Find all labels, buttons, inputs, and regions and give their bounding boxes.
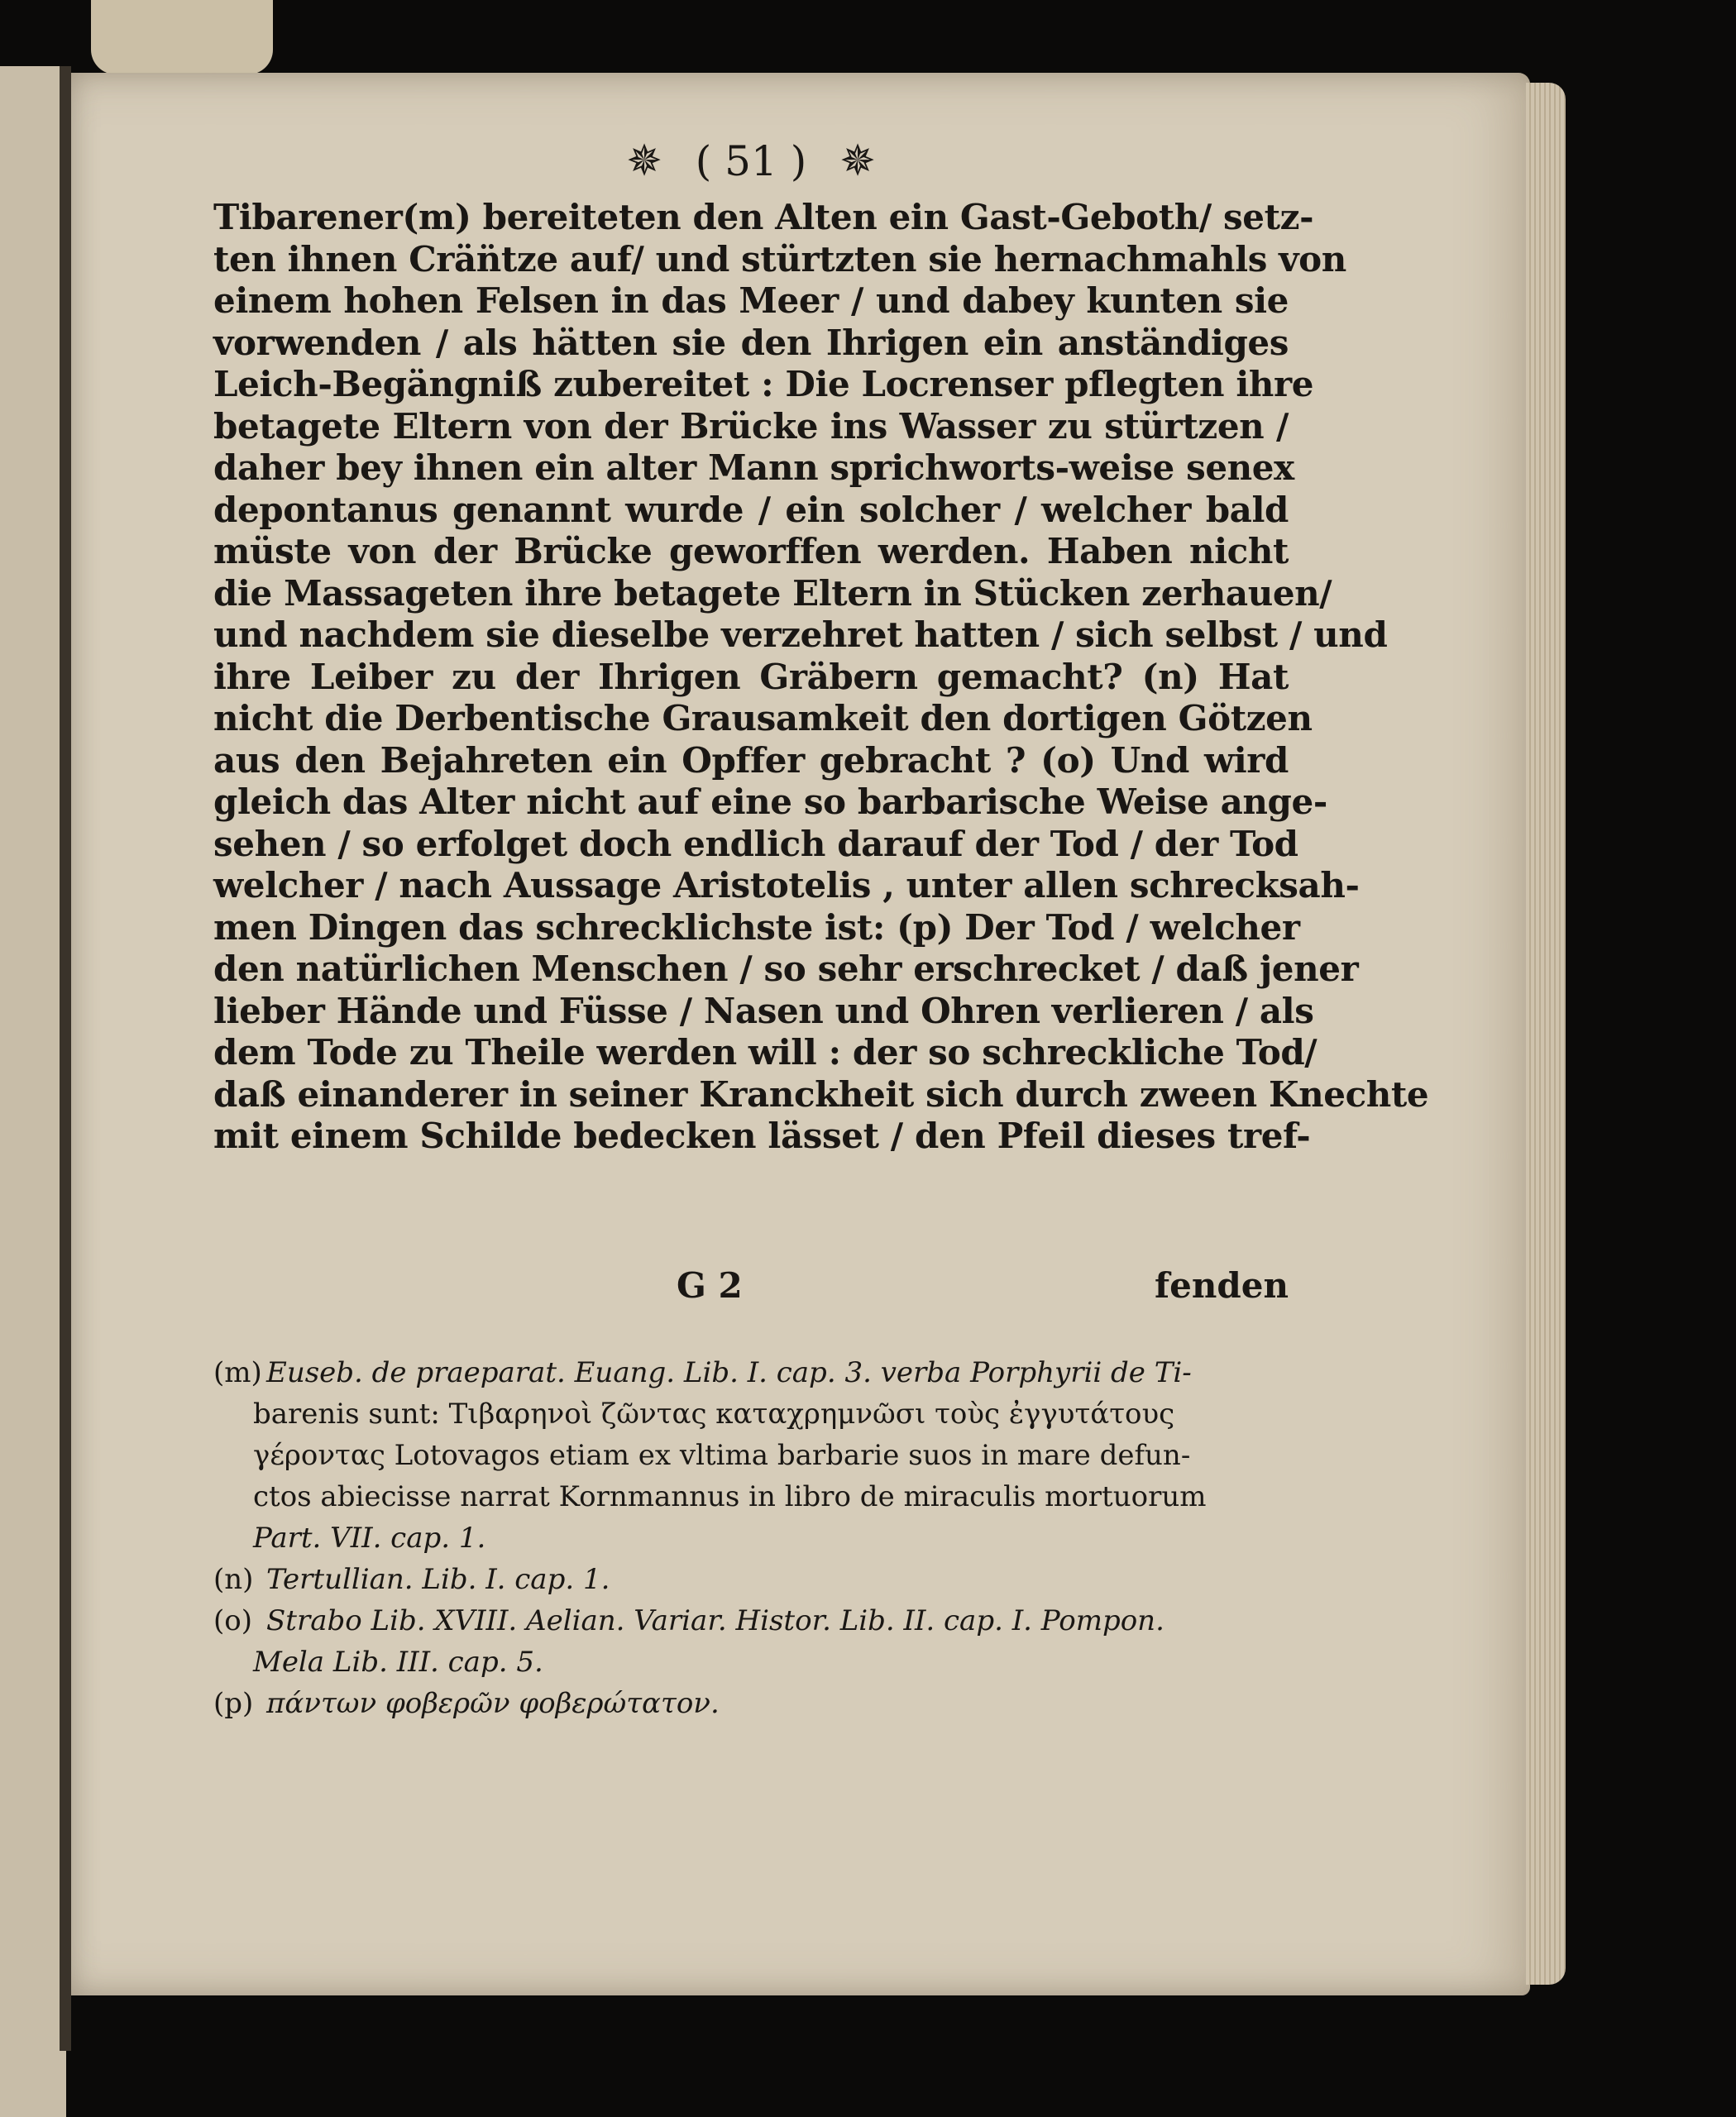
footnote-text: Part. VII. cap. 1. <box>253 1522 486 1555</box>
body-line: men Dingen das schrecklichste ist: (p) Der Tod / welcher <box>213 906 1300 948</box>
page-number: ( 51 ) <box>695 137 807 185</box>
footnotes <box>213 1352 1289 1724</box>
body-line: aus den Bejahreten ein Opffer gebracht ? (o) Und wird <box>213 739 1289 781</box>
body-line: sehen / so erfolget doch endlich darauf der Tod / der Tod <box>213 823 1298 864</box>
footnote-m <box>213 1352 1289 1393</box>
footnote-mark: (n) <box>213 1563 254 1596</box>
body-line: Leich-Begängniß zubereitet : Die Locrenser pflegten ihre <box>213 364 1314 404</box>
page-block-edge <box>1526 83 1566 1985</box>
facing-page-edge <box>0 66 66 2117</box>
body-text <box>213 197 1429 1158</box>
footnote-n <box>213 1559 1289 1600</box>
body-line: und nachdem sie dieselbe verzehret hatten / sich selbst / und <box>213 614 1388 655</box>
body-line: ten ihnen Crän̈tze auf/ und stürtzten sie hernachmahls von <box>213 238 1346 280</box>
footnote-o <box>213 1600 1289 1642</box>
footnote-text: ctos abiecisse narrat Kornmannus in libro de miraculis mortuorum <box>253 1480 1207 1513</box>
catchword: fenden <box>1155 1265 1289 1306</box>
running-header <box>213 128 1289 194</box>
body-line: den natürlichen Menschen / so sehr erschrecket / daß jener <box>213 949 1359 989</box>
signature-mark: G 2 <box>677 1265 743 1306</box>
footnote-mark: (m) <box>213 1356 262 1389</box>
footnote-text: Strabo Lib. XVIII. Aelian. Variar. Histor. Lib. II. cap. I. Pompon. <box>266 1604 1165 1637</box>
footnote-text: barenis sunt: Τιβαρηνοὶ ζῶντας καταχρημνῶσι τοὺς ἐγγυτάτους <box>253 1398 1175 1431</box>
footnote-mark: (p) <box>213 1687 254 1720</box>
body-line: gleich das Alter nicht auf eine so barbarische Weise ange- <box>213 781 1327 822</box>
body-line: vorwenden / als hätten sie den Ihrigen ein anständiges <box>213 322 1289 363</box>
body-line: müste von der Brücke geworffen werden. Haben nicht <box>213 531 1289 571</box>
footnote-text: Mela Lib. III. cap. 5. <box>253 1646 543 1679</box>
footnote-text: πάντων φοβερῶν φοβερώτατον. <box>266 1687 720 1720</box>
footnote-text: γέροντας Lotovagos etiam ex vltima barbarie suos in mare defun- <box>253 1439 1191 1472</box>
body-line: dem Tode zu Theile werden will : der so schreckliche Tod/ <box>213 1032 1318 1073</box>
footnote-mark: (o) <box>213 1604 252 1637</box>
ornament-right-icon: ✵ <box>839 136 876 186</box>
body-line: daß einanderer in seiner Kranckheit sich durch zween Knechte <box>213 1073 1429 1115</box>
body-line: depontanus genannt wurde / ein solcher / welcher bald <box>213 489 1289 530</box>
gutter-shadow <box>60 66 71 2051</box>
body-line: nicht die Derbentische Grausamkeit den dortigen Götzen <box>213 698 1313 738</box>
body-line: daher bey ihnen ein alter Mann sprichworts-weise senex <box>213 447 1294 488</box>
body-line: welcher / nach Aussage Aristotelis , unter allen schrecksah- <box>213 865 1360 906</box>
body-line: ihre Leiber zu der Ihrigen Gräbern gemacht? (n) Hat <box>213 656 1289 697</box>
binding-tab <box>91 0 273 74</box>
body-line: die Massageten ihre betagete Eltern in Stücken zerhauen/ <box>213 572 1332 614</box>
signature-row <box>213 1265 1289 1315</box>
body-line: mit einem Schilde bedecken lässet / den Pfeil dieses tref- <box>213 1116 1311 1156</box>
body-line: lieber Hände und Füsse / Nasen und Ohren verlieren / als <box>213 990 1314 1031</box>
body-line: einem hohen Felsen in das Meer / und dabey kunten sie <box>213 280 1289 321</box>
body-line: Tibarener(m) bereiteten den Alten ein Gast-Geboth/ setz- <box>213 197 1314 237</box>
body-line: betagete Eltern von der Brücke ins Wasser zu stürtzen / <box>213 405 1289 447</box>
ornament-left-icon: ✵ <box>626 136 662 186</box>
footnote-text: Euseb. de praeparat. Euang. Lib. I. cap. 3. verba Porphyrii de Ti- <box>266 1356 1192 1389</box>
footnote-p <box>213 1683 1289 1724</box>
footnote-text: Tertullian. Lib. I. cap. 1. <box>266 1563 610 1596</box>
